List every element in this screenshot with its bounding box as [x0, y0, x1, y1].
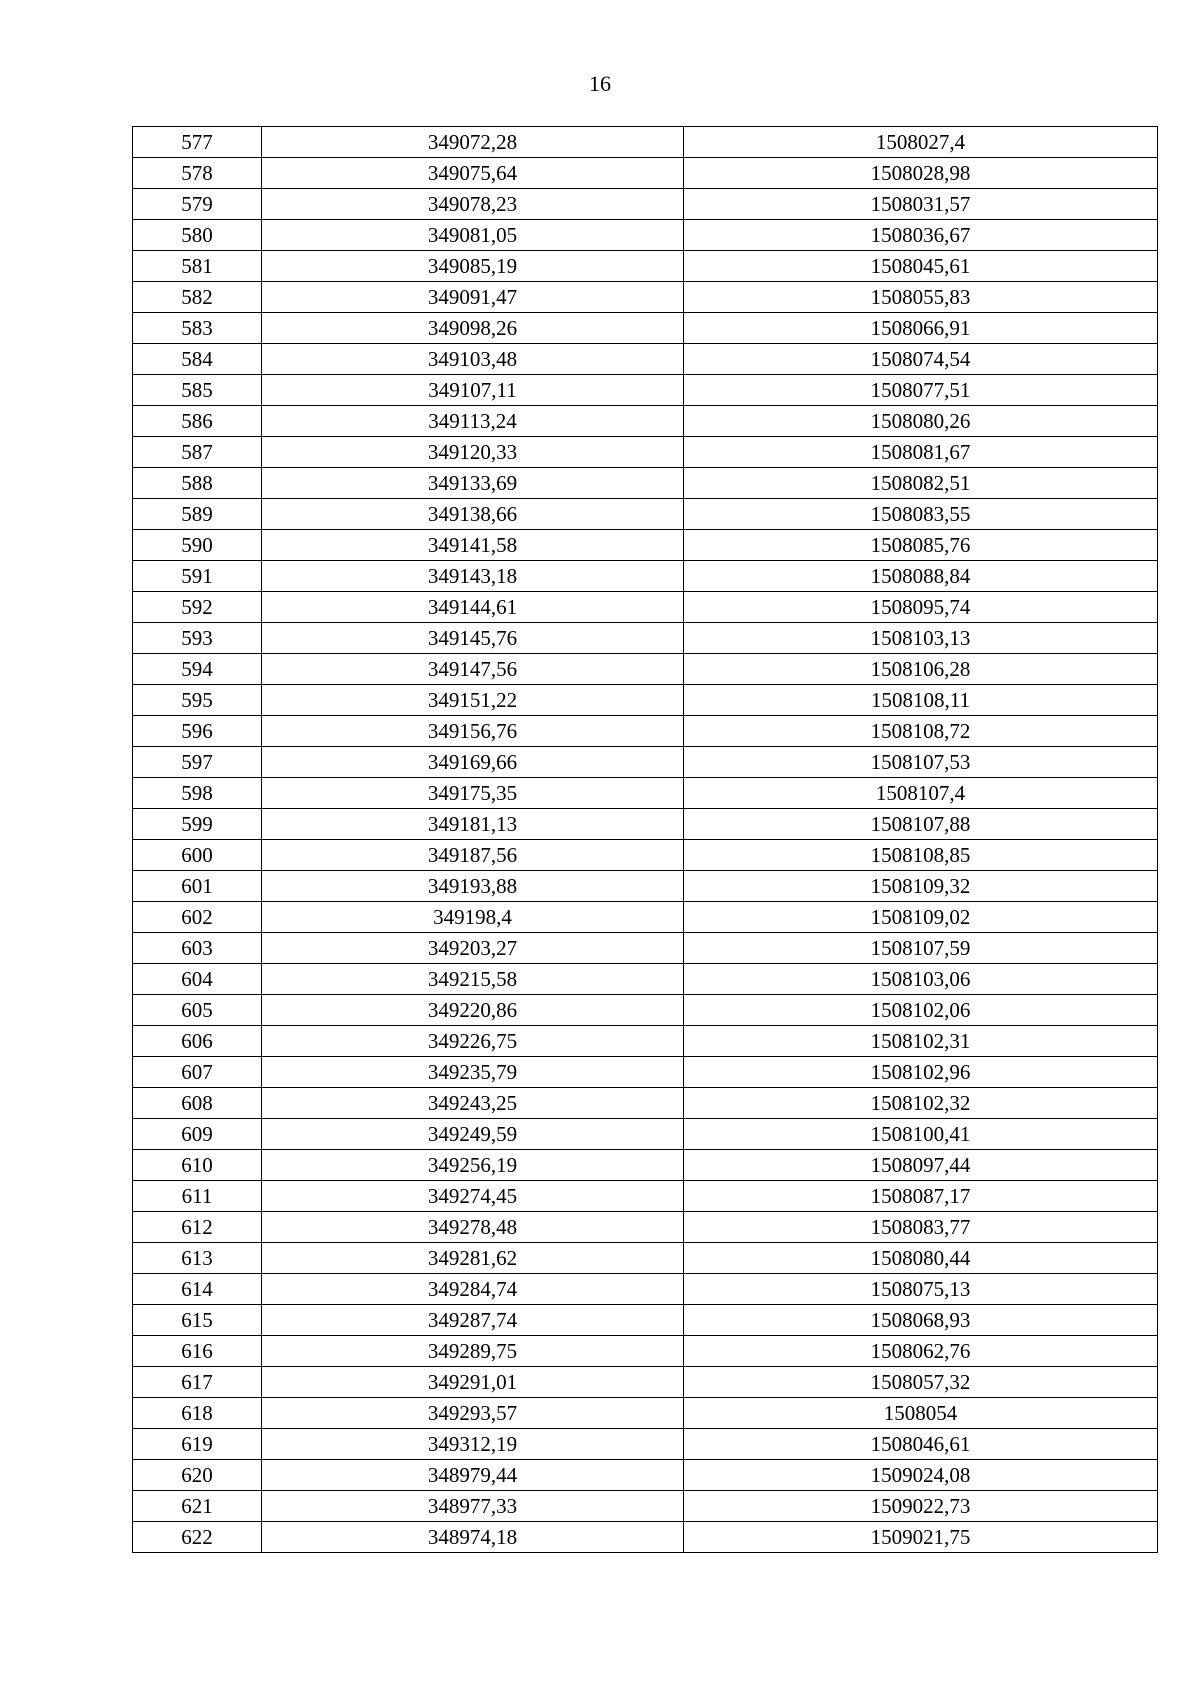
x-coordinate-cell: 349284,74 [262, 1274, 684, 1305]
y-coordinate-cell: 1508046,61 [684, 1429, 1158, 1460]
page-number: 16 [589, 71, 611, 96]
point-number-cell: 622 [133, 1522, 262, 1553]
y-coordinate-cell: 1508108,11 [684, 685, 1158, 716]
point-number-cell: 598 [133, 778, 262, 809]
y-coordinate-cell: 1508087,17 [684, 1181, 1158, 1212]
x-coordinate-cell: 349249,59 [262, 1119, 684, 1150]
y-coordinate-cell: 1508077,51 [684, 375, 1158, 406]
x-coordinate-cell: 348977,33 [262, 1491, 684, 1522]
table-row [133, 1429, 1158, 1460]
y-coordinate-cell: 1508107,59 [684, 933, 1158, 964]
x-coordinate-cell: 349072,28 [262, 127, 684, 158]
point-number-cell: 605 [133, 995, 262, 1026]
point-number-cell: 614 [133, 1274, 262, 1305]
table-row [133, 778, 1158, 809]
table-row [133, 1460, 1158, 1491]
table-row [133, 468, 1158, 499]
point-number-cell: 593 [133, 623, 262, 654]
table-row [133, 561, 1158, 592]
coordinates-table-body [133, 127, 1158, 1553]
y-coordinate-cell: 1508085,76 [684, 530, 1158, 561]
table-row [133, 1398, 1158, 1429]
point-number-cell: 602 [133, 902, 262, 933]
point-number-cell: 595 [133, 685, 262, 716]
table-row [133, 375, 1158, 406]
y-coordinate-cell: 1508028,98 [684, 158, 1158, 189]
table-row [133, 1243, 1158, 1274]
table-row [133, 1150, 1158, 1181]
table-row [133, 840, 1158, 871]
point-number-cell: 615 [133, 1305, 262, 1336]
x-coordinate-cell: 349289,75 [262, 1336, 684, 1367]
y-coordinate-cell: 1508100,41 [684, 1119, 1158, 1150]
point-number-cell: 611 [133, 1181, 262, 1212]
y-coordinate-cell: 1508075,13 [684, 1274, 1158, 1305]
point-number-cell: 600 [133, 840, 262, 871]
x-coordinate-cell: 349078,23 [262, 189, 684, 220]
x-coordinate-cell: 349081,05 [262, 220, 684, 251]
point-number-cell: 616 [133, 1336, 262, 1367]
x-coordinate-cell: 349235,79 [262, 1057, 684, 1088]
y-coordinate-cell: 1508083,77 [684, 1212, 1158, 1243]
x-coordinate-cell: 349243,25 [262, 1088, 684, 1119]
y-coordinate-cell: 1508031,57 [684, 189, 1158, 220]
table-row [133, 127, 1158, 158]
point-number-cell: 608 [133, 1088, 262, 1119]
table-row [133, 685, 1158, 716]
table-row [133, 406, 1158, 437]
table-row [133, 1274, 1158, 1305]
x-coordinate-cell: 349144,61 [262, 592, 684, 623]
table-row [133, 251, 1158, 282]
point-number-cell: 599 [133, 809, 262, 840]
y-coordinate-cell: 1508027,4 [684, 127, 1158, 158]
y-coordinate-cell: 1508036,67 [684, 220, 1158, 251]
table-row [133, 220, 1158, 251]
table-row [133, 623, 1158, 654]
table-row [133, 995, 1158, 1026]
point-number-cell: 618 [133, 1398, 262, 1429]
x-coordinate-cell: 349133,69 [262, 468, 684, 499]
y-coordinate-cell: 1508102,96 [684, 1057, 1158, 1088]
table-row [133, 1212, 1158, 1243]
point-number-cell: 587 [133, 437, 262, 468]
y-coordinate-cell: 1508080,26 [684, 406, 1158, 437]
table-row [133, 1367, 1158, 1398]
point-number-cell: 578 [133, 158, 262, 189]
y-coordinate-cell: 1508057,32 [684, 1367, 1158, 1398]
x-coordinate-cell: 349107,11 [262, 375, 684, 406]
x-coordinate-cell: 348974,18 [262, 1522, 684, 1553]
point-number-cell: 585 [133, 375, 262, 406]
y-coordinate-cell: 1508068,93 [684, 1305, 1158, 1336]
table-row [133, 902, 1158, 933]
x-coordinate-cell: 349075,64 [262, 158, 684, 189]
table-row [133, 344, 1158, 375]
y-coordinate-cell: 1508102,32 [684, 1088, 1158, 1119]
point-number-cell: 594 [133, 654, 262, 685]
x-coordinate-cell: 349281,62 [262, 1243, 684, 1274]
x-coordinate-cell: 349085,19 [262, 251, 684, 282]
table-row [133, 1026, 1158, 1057]
table-row [133, 1181, 1158, 1212]
point-number-cell: 603 [133, 933, 262, 964]
table-row [133, 933, 1158, 964]
point-number-cell: 610 [133, 1150, 262, 1181]
x-coordinate-cell: 349147,56 [262, 654, 684, 685]
x-coordinate-cell: 349193,88 [262, 871, 684, 902]
point-number-cell: 620 [133, 1460, 262, 1491]
x-coordinate-cell: 349141,58 [262, 530, 684, 561]
point-number-cell: 582 [133, 282, 262, 313]
point-number-cell: 607 [133, 1057, 262, 1088]
point-number-cell: 612 [133, 1212, 262, 1243]
point-number-cell: 588 [133, 468, 262, 499]
table-row [133, 530, 1158, 561]
y-coordinate-cell: 1508107,4 [684, 778, 1158, 809]
y-coordinate-cell: 1508107,53 [684, 747, 1158, 778]
table-row [133, 189, 1158, 220]
point-number-cell: 590 [133, 530, 262, 561]
y-coordinate-cell: 1508095,74 [684, 592, 1158, 623]
x-coordinate-cell: 349274,45 [262, 1181, 684, 1212]
table-row [133, 1119, 1158, 1150]
x-coordinate-cell: 349091,47 [262, 282, 684, 313]
point-number-cell: 581 [133, 251, 262, 282]
x-coordinate-cell: 349203,27 [262, 933, 684, 964]
point-number-cell: 601 [133, 871, 262, 902]
y-coordinate-cell: 1508106,28 [684, 654, 1158, 685]
table-row [133, 1522, 1158, 1553]
y-coordinate-cell: 1508107,88 [684, 809, 1158, 840]
point-number-cell: 597 [133, 747, 262, 778]
y-coordinate-cell: 1508109,02 [684, 902, 1158, 933]
x-coordinate-cell: 349198,4 [262, 902, 684, 933]
table-row [133, 1057, 1158, 1088]
point-number-cell: 621 [133, 1491, 262, 1522]
table-row [133, 1491, 1158, 1522]
table-row [133, 1336, 1158, 1367]
table-row [133, 437, 1158, 468]
coordinates-table [132, 126, 1158, 1553]
table-row [133, 592, 1158, 623]
table-row [133, 654, 1158, 685]
y-coordinate-cell: 1508102,06 [684, 995, 1158, 1026]
x-coordinate-cell: 349143,18 [262, 561, 684, 592]
point-number-cell: 609 [133, 1119, 262, 1150]
table-row [133, 1088, 1158, 1119]
table-row [133, 1305, 1158, 1336]
y-coordinate-cell: 1508083,55 [684, 499, 1158, 530]
x-coordinate-cell: 349312,19 [262, 1429, 684, 1460]
x-coordinate-cell: 349151,22 [262, 685, 684, 716]
point-number-cell: 580 [133, 220, 262, 251]
y-coordinate-cell: 1508081,67 [684, 437, 1158, 468]
x-coordinate-cell: 349220,86 [262, 995, 684, 1026]
x-coordinate-cell: 349156,76 [262, 716, 684, 747]
table-row [133, 964, 1158, 995]
y-coordinate-cell: 1508102,31 [684, 1026, 1158, 1057]
point-number-cell: 613 [133, 1243, 262, 1274]
x-coordinate-cell: 349291,01 [262, 1367, 684, 1398]
x-coordinate-cell: 349293,57 [262, 1398, 684, 1429]
y-coordinate-cell: 1508103,06 [684, 964, 1158, 995]
point-number-cell: 586 [133, 406, 262, 437]
x-coordinate-cell: 349226,75 [262, 1026, 684, 1057]
x-coordinate-cell: 349287,74 [262, 1305, 684, 1336]
table-row [133, 809, 1158, 840]
point-number-cell: 606 [133, 1026, 262, 1057]
table-row [133, 871, 1158, 902]
x-coordinate-cell: 349187,56 [262, 840, 684, 871]
x-coordinate-cell: 349120,33 [262, 437, 684, 468]
table-row [133, 282, 1158, 313]
x-coordinate-cell: 349175,35 [262, 778, 684, 809]
point-number-cell: 584 [133, 344, 262, 375]
x-coordinate-cell: 349145,76 [262, 623, 684, 654]
x-coordinate-cell: 349138,66 [262, 499, 684, 530]
x-coordinate-cell: 349256,19 [262, 1150, 684, 1181]
table-row [133, 747, 1158, 778]
x-coordinate-cell: 349113,24 [262, 406, 684, 437]
y-coordinate-cell: 1508066,91 [684, 313, 1158, 344]
x-coordinate-cell: 349098,26 [262, 313, 684, 344]
point-number-cell: 589 [133, 499, 262, 530]
point-number-cell: 619 [133, 1429, 262, 1460]
y-coordinate-cell: 1508054 [684, 1398, 1158, 1429]
y-coordinate-cell: 1508108,85 [684, 840, 1158, 871]
x-coordinate-cell: 349215,58 [262, 964, 684, 995]
y-coordinate-cell: 1508045,61 [684, 251, 1158, 282]
y-coordinate-cell: 1509021,75 [684, 1522, 1158, 1553]
y-coordinate-cell: 1508082,51 [684, 468, 1158, 499]
y-coordinate-cell: 1509024,08 [684, 1460, 1158, 1491]
y-coordinate-cell: 1508055,83 [684, 282, 1158, 313]
y-coordinate-cell: 1508080,44 [684, 1243, 1158, 1274]
y-coordinate-cell: 1508062,76 [684, 1336, 1158, 1367]
point-number-cell: 579 [133, 189, 262, 220]
y-coordinate-cell: 1509022,73 [684, 1491, 1158, 1522]
y-coordinate-cell: 1508103,13 [684, 623, 1158, 654]
x-coordinate-cell: 349278,48 [262, 1212, 684, 1243]
table-row [133, 158, 1158, 189]
y-coordinate-cell: 1508088,84 [684, 561, 1158, 592]
table-row [133, 716, 1158, 747]
point-number-cell: 617 [133, 1367, 262, 1398]
point-number-cell: 596 [133, 716, 262, 747]
table-row [133, 313, 1158, 344]
x-coordinate-cell: 349169,66 [262, 747, 684, 778]
point-number-cell: 583 [133, 313, 262, 344]
y-coordinate-cell: 1508097,44 [684, 1150, 1158, 1181]
point-number-cell: 604 [133, 964, 262, 995]
y-coordinate-cell: 1508108,72 [684, 716, 1158, 747]
point-number-cell: 592 [133, 592, 262, 623]
x-coordinate-cell: 348979,44 [262, 1460, 684, 1491]
y-coordinate-cell: 1508109,32 [684, 871, 1158, 902]
y-coordinate-cell: 1508074,54 [684, 344, 1158, 375]
point-number-cell: 591 [133, 561, 262, 592]
point-number-cell: 577 [133, 127, 262, 158]
x-coordinate-cell: 349103,48 [262, 344, 684, 375]
x-coordinate-cell: 349181,13 [262, 809, 684, 840]
table-row [133, 499, 1158, 530]
